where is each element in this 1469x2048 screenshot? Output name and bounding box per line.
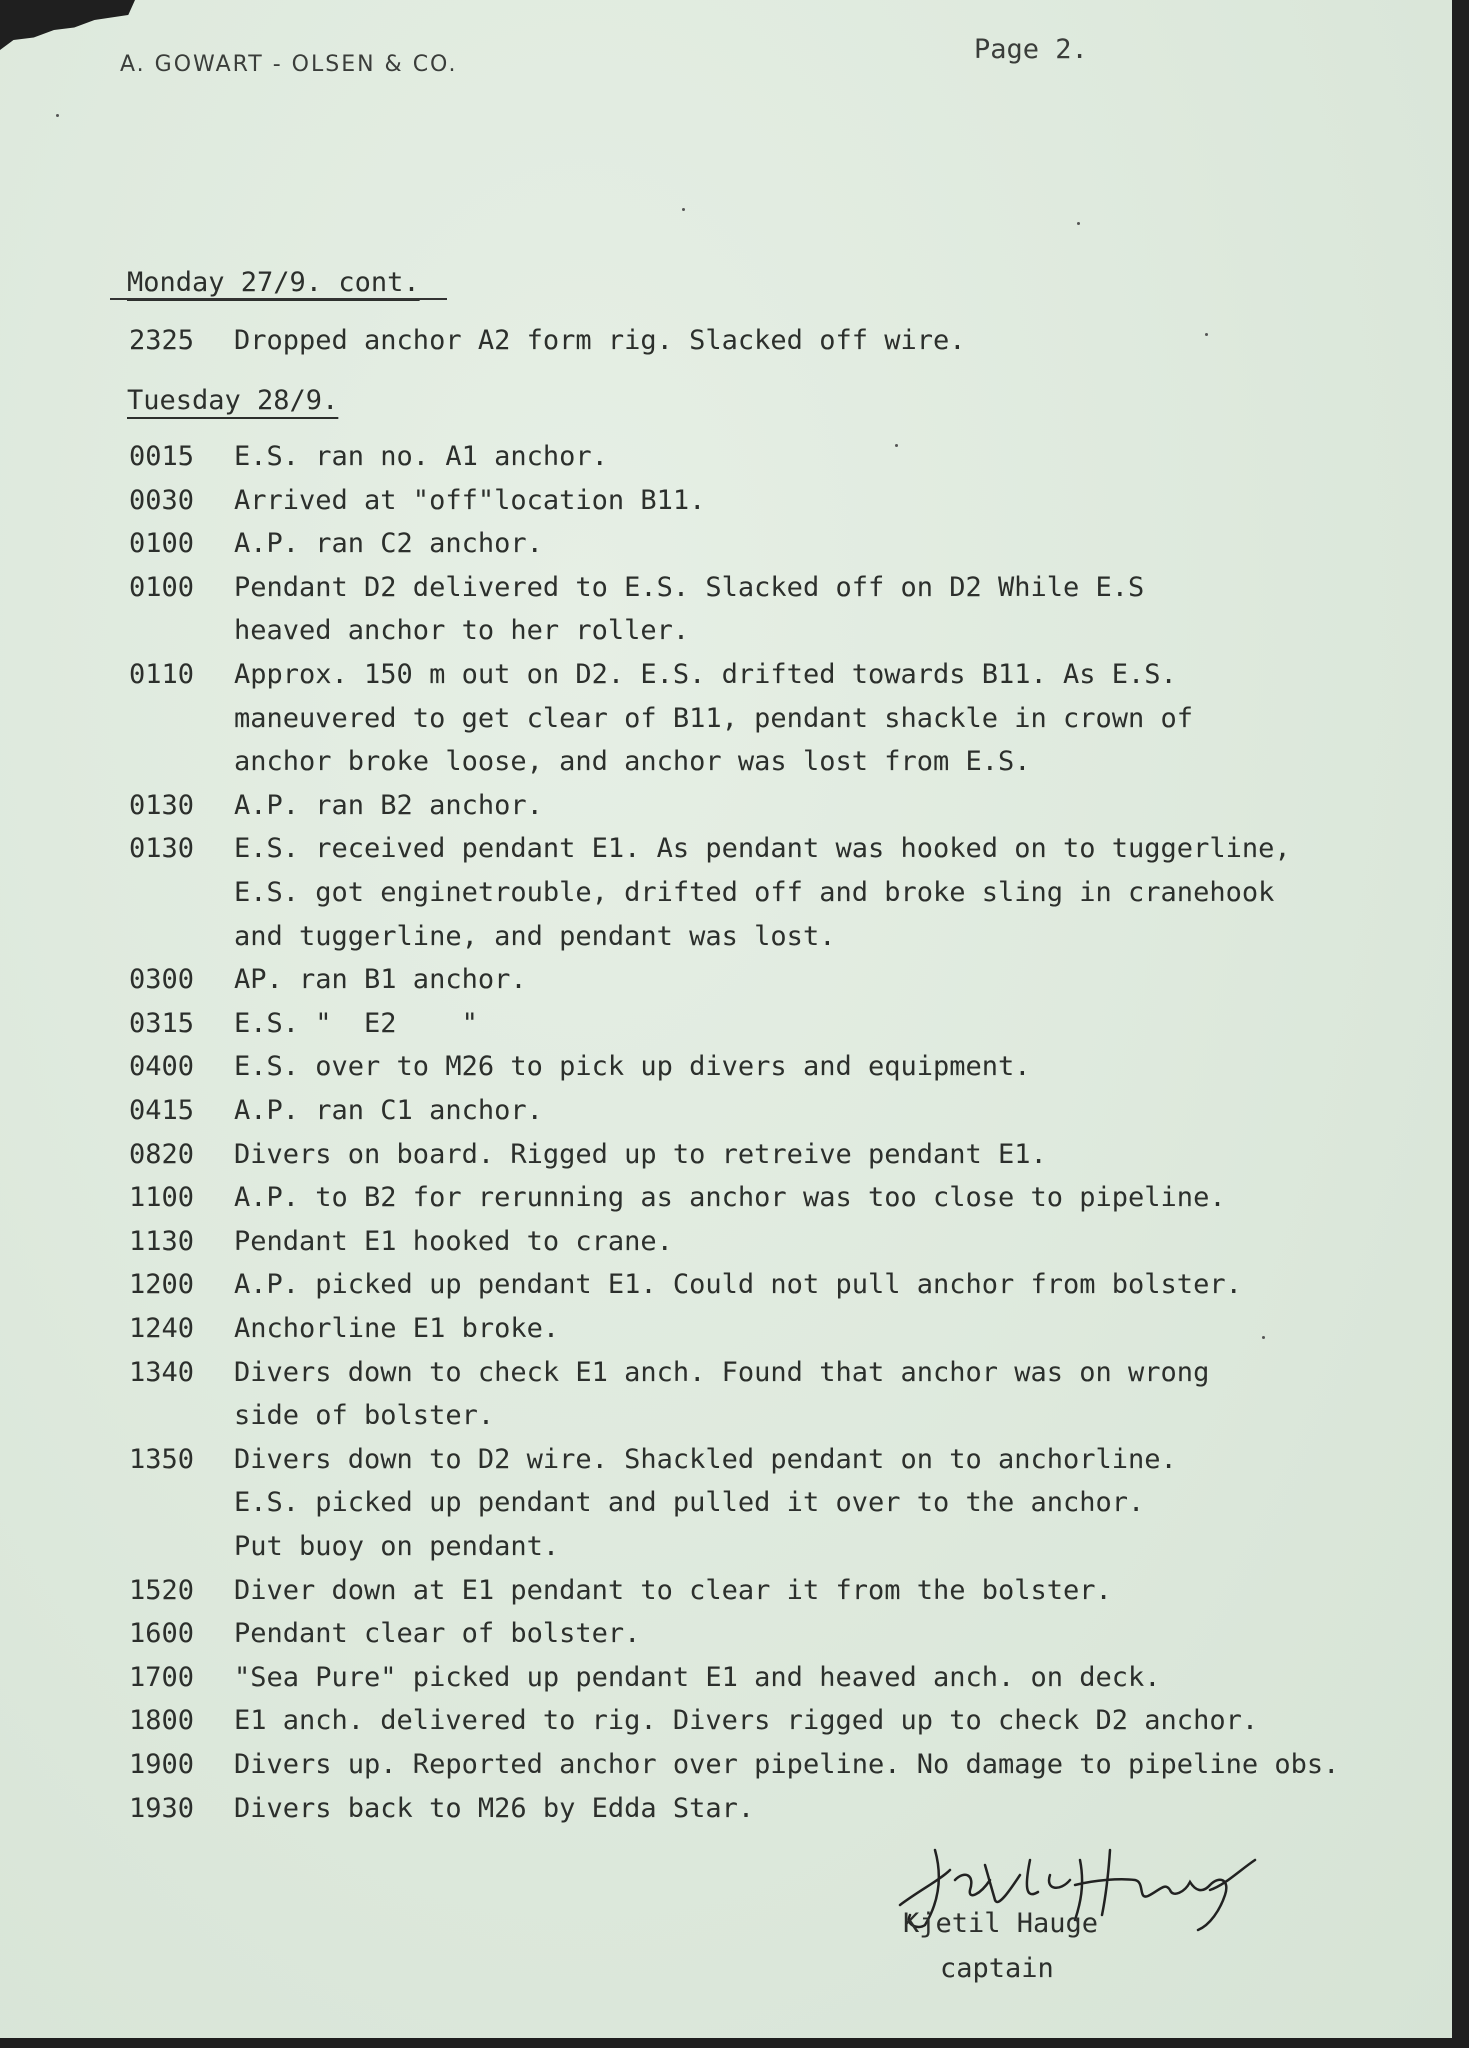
log-text: Divers down to D2 wire. Shackled pendant on to anchorline. — [234, 1443, 1177, 1475]
log-text: E.S. ran no. A1 anchor. — [234, 441, 608, 472]
log-text: side of bolster. — [234, 1400, 495, 1432]
log-text: Diver down at E1 pendant to clear it from the bolster. — [234, 1574, 1112, 1606]
log-text: E.S. picked up pendant and pulled it over to the anchor. — [234, 1487, 1145, 1519]
log-time: 1600 — [129, 1618, 195, 1650]
log-time: 1900 — [129, 1749, 195, 1780]
log-time: 1930 — [129, 1792, 195, 1824]
log-text: E.S. received pendant E1. As pendant was hooked on to tuggerline, — [234, 833, 1291, 865]
log-text: E.S. " E2 " — [234, 1007, 478, 1039]
log-text: A.P. ran C2 anchor. — [234, 528, 543, 560]
log-text: Divers down to check E1 anch. Found that anchor was on wrong — [234, 1356, 1210, 1388]
log-text: Pendant D2 delivered to E.S. Slacked off on D2 While E.S — [234, 571, 1145, 603]
signatory-name: Kjetil Hauge — [903, 1908, 1099, 1939]
log-time: 2325 — [129, 325, 195, 356]
log-text: Arrived at "off"location B11. — [234, 484, 706, 516]
log-time: 1340 — [129, 1356, 195, 1388]
log-text: Pendant E1 hooked to crane. — [234, 1225, 673, 1257]
log-time: 0820 — [129, 1138, 195, 1170]
paper-speck — [56, 114, 59, 117]
log-text: anchor broke loose, and anchor was lost from E.S. — [234, 746, 1031, 778]
log-text: A.P. ran C1 anchor. — [234, 1095, 543, 1126]
log-time: 0015 — [129, 441, 195, 472]
log-text: Anchorline E1 broke. — [234, 1313, 560, 1344]
section-heading-monday: Monday 27/9. cont. — [127, 267, 420, 298]
log-time: 1200 — [129, 1269, 195, 1301]
log-time: 0300 — [129, 964, 195, 996]
log-text: Pendant clear of bolster. — [234, 1618, 641, 1650]
log-time: 0100 — [129, 528, 195, 560]
log-time: 1700 — [129, 1661, 195, 1693]
log-text: and tuggerline, and pendant was lost. — [234, 920, 836, 952]
log-text: E.S. got enginetrouble, drifted off and broke sling in cranehook — [234, 877, 1275, 908]
page-number: Page 2. — [974, 34, 1088, 65]
section-heading-tuesday: Tuesday 28/9. — [127, 385, 339, 416]
log-time: 0315 — [129, 1007, 195, 1039]
log-text: Divers up. Reported anchor over pipeline. No damage to pipeline obs. — [234, 1749, 1340, 1780]
log-time: 0100 — [129, 571, 195, 603]
paper-speck — [1077, 222, 1080, 225]
paper-speck — [682, 208, 685, 211]
log-text: heaved anchor to her roller. — [234, 615, 690, 647]
log-time: 1350 — [129, 1443, 195, 1475]
log-text: Divers back to M26 by Edda Star. — [234, 1792, 755, 1824]
paper-speck — [895, 444, 898, 447]
log-time: 1520 — [129, 1574, 195, 1606]
log-text: Put buoy on pendant. — [234, 1531, 560, 1562]
log-text: maneuvered to get clear of B11, pendant shackle in crown of — [234, 702, 1194, 734]
log-time: 0130 — [129, 833, 195, 865]
paper-speck — [1205, 333, 1208, 336]
log-text: E1 anch. delivered to rig. Divers rigged up to check D2 anchor. — [234, 1705, 1259, 1737]
signatory-title: captain — [940, 1953, 1054, 1984]
paper-speck — [1262, 1336, 1265, 1339]
log-text: A.P. to B2 for rerunning as anchor was too close to pipeline. — [234, 1182, 1226, 1214]
log-time: 0110 — [129, 659, 195, 690]
log-time: 1130 — [129, 1225, 195, 1257]
log-time: 1800 — [129, 1705, 195, 1737]
log-time: 0130 — [129, 789, 195, 821]
log-text: A.P. ran B2 anchor. — [234, 789, 543, 821]
heading-rule — [110, 298, 447, 300]
log-time: 0400 — [129, 1051, 195, 1083]
log-text: Approx. 150 m out on D2. E.S. drifted towards B11. As E.S. — [234, 659, 1177, 690]
log-time: 1240 — [129, 1313, 195, 1344]
log-time: 0415 — [129, 1095, 195, 1126]
log-text: A.P. picked up pendant E1. Could not pull anchor from bolster. — [234, 1269, 1242, 1301]
log-text: Divers on board. Rigged up to retreive pendant E1. — [234, 1138, 1047, 1170]
log-time: 0030 — [129, 484, 195, 516]
log-text: E.S. over to M26 to pick up divers and equipment. — [234, 1051, 1031, 1083]
log-text: "Sea Pure" picked up pendant E1 and heaved anch. on deck. — [234, 1661, 1161, 1693]
log-text: AP. ran B1 anchor. — [234, 964, 527, 996]
letterhead: A. GOWART - OLSEN & CO. — [120, 52, 458, 77]
log-time: 1100 — [129, 1182, 195, 1214]
log-text: Dropped anchor A2 form rig. Slacked off wire. — [234, 325, 966, 356]
